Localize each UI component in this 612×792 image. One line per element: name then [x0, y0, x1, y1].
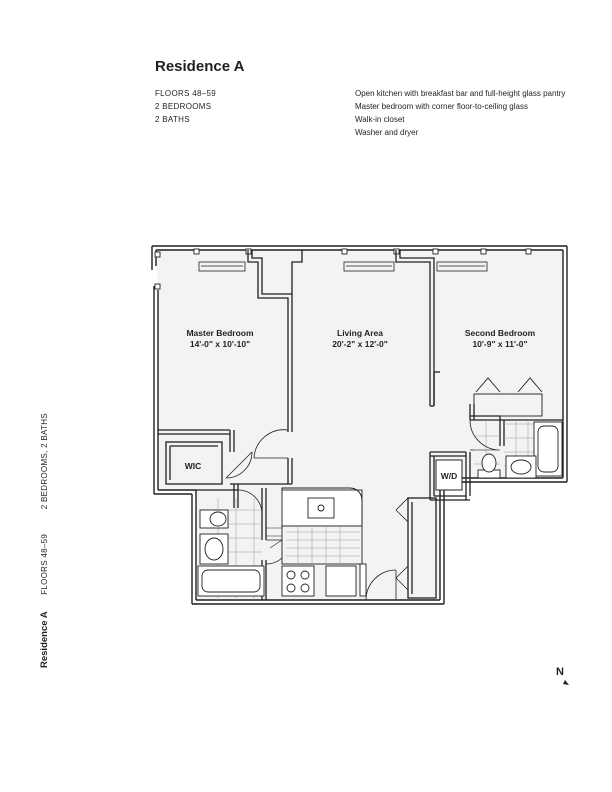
feature-master: Master bedroom with corner floor-to-ceiling glass: [355, 102, 528, 111]
spec-baths: 2 BATHS: [155, 115, 190, 124]
side-residence: Residence A: [39, 611, 50, 668]
spec-floors: FLOORS 48–59: [155, 89, 216, 98]
spec-bedrooms: 2 BEDROOMS: [155, 102, 212, 111]
feature-laundry: Washer and dryer: [355, 128, 419, 137]
page-title: Residence A: [155, 58, 245, 75]
room-second-dims: 10'-9" x 11'-0": [472, 339, 528, 349]
room-living-name: Living Area: [337, 328, 383, 338]
room-master-dims: 14'-0" x 10'-10": [189, 339, 251, 349]
room-living-dims: 20'-2" x 12'-0": [332, 339, 388, 349]
feature-closet: Walk-in closet: [355, 115, 405, 124]
north-label: N: [556, 666, 564, 678]
room-second-name: Second Bedroom: [464, 328, 536, 338]
side-floors: FLOORS 48–59: [40, 533, 49, 595]
feature-kitchen: Open kitchen with breakfast bar and full-height glass pantry: [355, 89, 566, 98]
side-rooms: 2 BEDROOMS, 2 BATHS: [40, 413, 49, 510]
wic-label: WIC: [184, 461, 202, 471]
wd-label: W/D: [440, 471, 458, 481]
room-master-name: Master Bedroom: [186, 328, 254, 338]
north-arrow-icon: [563, 680, 569, 685]
